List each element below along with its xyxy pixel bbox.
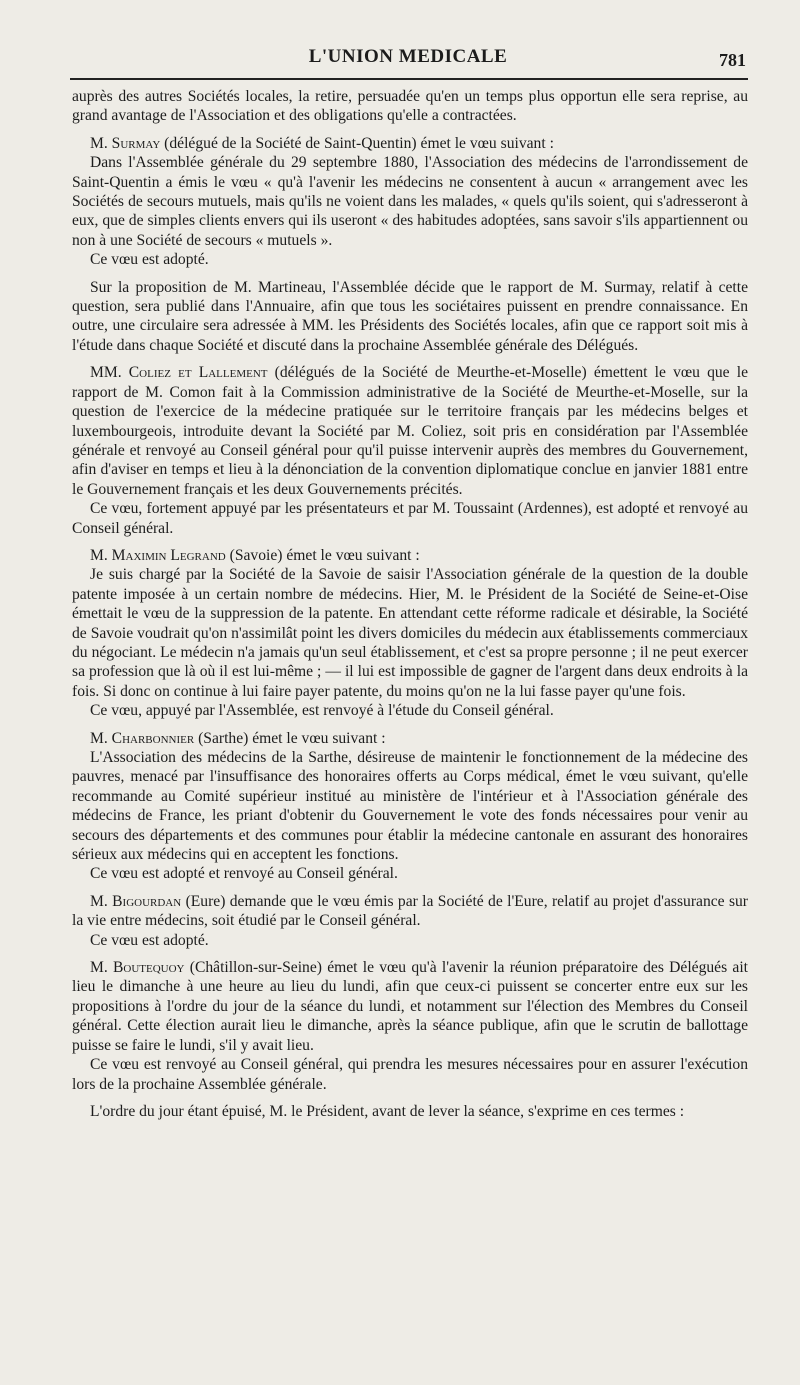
running-title: L'UNION MEDICALE xyxy=(308,46,508,67)
paragraph xyxy=(72,546,748,565)
speaker-name: MM. Coliez et Lallement xyxy=(90,364,268,382)
paragraph-text: Dans l'Assemblée générale du 29 septembre 1880, l'Association des médecins de l'arrondissement de Saint-Quentin a émis le vœu « qu'à l'avenir les médecins ne consentent à aucun « arrangement avec les Sociétés de secours mutuels, mais qu'ils ne voient dans les malades, « quels qu'ils soient, qui s'adresseront à eux, que de simples clients envers qui ils useront « des habitudes adoptées, sans savoir s'ils appartiennent ou non à une Société de secours « mutuels ». xyxy=(72,154,748,249)
paragraph-text: (Eure) demande que le vœu émis par la Société de l'Eure, relatif au projet d'assurance sur la vie entre médecins, soit étudié par le Conseil général. xyxy=(72,892,749,930)
paragraph xyxy=(72,134,748,153)
paragraph xyxy=(72,153,748,250)
paragraph-text: auprès des autres Sociétés locales, la retire, persuadée qu'en un temps plus opportun elle sera reprise, au grand avantage de l'Association et des obligations qu'elle a contractées. xyxy=(72,88,748,125)
paragraph xyxy=(72,250,748,269)
paragraph xyxy=(72,363,748,499)
paragraph-text: (Savoie) émet le vœu suivant : xyxy=(225,546,420,564)
page-number: 781 xyxy=(719,50,746,70)
header-rule xyxy=(70,78,748,80)
paragraph-text: (délégué de la Société de Saint-Quentin) émet le vœu suivant : xyxy=(160,134,554,152)
speaker-name: M. Charbonnier xyxy=(90,729,195,747)
paragraph-text: Ce vœu est adopté. xyxy=(90,251,209,269)
paragraph-text: Ce vœu, appuyé par l'Assemblée, est renvoyé à l'étude du Conseil général. xyxy=(90,702,554,720)
paragraph-text: Ce vœu est adopté et renvoyé au Conseil général. xyxy=(90,865,398,883)
paragraph xyxy=(72,958,748,1055)
paragraph xyxy=(72,565,748,701)
paragraph-text: L'ordre du jour étant épuisé, M. le Président, avant de lever la séance, s'exprime en ces termes : xyxy=(90,1102,685,1120)
paragraph-text: (Châtillon-sur-Seine) émet le vœu qu'à l'avenir la réunion préparatoire des Délégués ait lieu le dimanche à une heure au lieu du lundi, afin que ceux-ci puissent se concerter entre eux sur les propositions à l'ordre du jour de la séance du lundi, et notamment sur l'élection des Membres du Conseil général. Cette élection aurait lieu le dimanche, après la séance publique, afin que le scrutin de ballottage puisse se faire le lundi, s'il y avait lieu. xyxy=(72,959,748,1054)
paragraph-text: Ce vœu, fortement appuyé par les présentateurs et par M. Toussaint (Ardennes), est adopté et renvoyé au Conseil général. xyxy=(72,500,748,537)
paragraph-text: (Sarthe) émet le vœu suivant : xyxy=(194,729,386,747)
paragraph-text: Ce vœu est renvoyé au Conseil général, qui prendra les mesures nécessaires pour en assurer l'exécution lors de la prochaine Assemblée générale. xyxy=(72,1056,748,1093)
paragraph xyxy=(72,1055,748,1094)
paragraph xyxy=(72,864,748,883)
paragraph xyxy=(72,931,748,950)
paragraph-text: Sur la proposition de M. Martineau, l'Assemblée décide que le rapport de M. Surmay, relatif à cette question, sera publié dans l'Annuaire, afin que tous les sociétaires puissent en prendre connaissance. En outre, une circulaire sera adressée à MM. les Présidents des Sociétés locales, afin que ce rapport soit mis à l'étude dans chaque Société et discuté dans la prochaine Assemblée générale des Délégués. xyxy=(72,278,748,354)
paragraph-text: L'Association des médecins de la Sarthe, désireuse de maintenir le fonctionnement de la médecine des pauvres, menacé par l'insuffisance des honoraires offerts au Corps médical, émet le vœu suivant, qu'elle recommande au Comité supérieur institué au ministère de l'intérieur et à l'Association générale des médecins de France, les priant d'obtenir du Gouvernement le vote des fonds nécessaires pour venir au secours des départements et des communes pour établir la médecine cantonale en assurant des honoraires sérieux aux médecins qui en acceptent les fonctions. xyxy=(72,749,748,864)
paragraph xyxy=(72,1102,748,1121)
paragraph xyxy=(72,499,748,538)
paragraph-text: Je suis chargé par la Société de la Savoie de saisir l'Association générale de la question de la double patente imposée à un certain nombre de médecins. Hier, M. le Président de la Société de Seine-et-Oise émettait le vœu de la suppression de la patente. En attendant cette réforme radicale et désirable, la Société de Savoie voudrait qu'on n'assimilât point les divers domiciles du médecin aux établissements commerciaux du négociant. Le médecin n'a jamais qu'un seul établissement, et c'est sa propre personne ; il ne peut exercer sa profession que là où il est lui-même ; — il lui est impossible de gagner de l'argent dans deux endroits à la fois. Si donc on continue à lui faire payer patente, du moins qu'on ne la lui fasse payer qu'une fois. xyxy=(72,566,748,700)
body-text xyxy=(72,87,748,1121)
paragraph xyxy=(72,87,748,126)
paragraph xyxy=(72,748,748,864)
paragraph xyxy=(72,278,748,356)
speaker-name: M. Boutequoy xyxy=(90,959,185,977)
speaker-name: M. Maximin Legrand xyxy=(90,546,226,564)
page-header xyxy=(70,42,746,76)
paragraph-text: (délégués de la Société de Meurthe-et-Moselle) émettent le vœu que le rapport de M. Comon fait à la Commission administrative de la Société de Meurthe-et-Moselle, sur la question de l'exercice de la médecine pratiquée sur le territoire français par les médecins belges et luxembourgeois, introduite devant la Société par M. Coliez, soit pris en considération par l'Assemblée générale et renvoyé au Conseil général pour qu'il puisse intervenir auprès des membres du Gouvernement, afin d'aviser en temps et lieu à la dénonciation de la convention diplomatique conclue en janvier 1881 entre le Gouvernement français et les deux Gouvernements précités. xyxy=(72,364,749,498)
paragraph xyxy=(72,892,748,931)
paragraph xyxy=(72,729,748,748)
speaker-name: M. Surmay xyxy=(90,134,161,152)
paragraph xyxy=(72,701,748,720)
paragraph-text: Ce vœu est adopté. xyxy=(90,931,209,949)
speaker-name: M. Bigourdan xyxy=(90,892,182,910)
